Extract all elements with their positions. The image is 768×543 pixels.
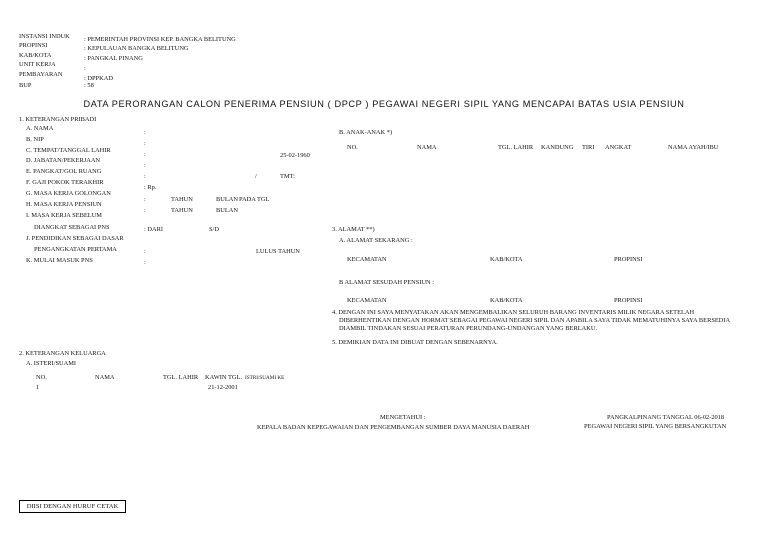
value-sd: S/D [209,226,219,233]
header-label-pembayaran: PEMBAYARAN [19,71,63,78]
value-dari: : DARI [144,226,163,233]
label-pangkat: E. PANGKAT/GOL RUANG [26,168,102,175]
header-label-propinsi: PROPINSI [19,42,48,49]
address-current-propinsi: PROPINSI [614,256,643,263]
family-col-nama: NAMA [95,374,115,381]
value-mkg-colon: : [144,196,146,203]
header-value-unitkerja: : [84,65,86,72]
family-col-kawin: KAWIN TGL. [205,374,242,381]
family-col-istri-ke: ISTRI/SUAMI KE [245,375,285,381]
label-pendidikan: J. PENDIDIKAN SEBAGAI DASAR [26,235,124,242]
address-heading: 3. ALAMAT **) [332,226,375,233]
label-gaji: F. GAJI POKOK TERAKHIR [26,179,104,186]
label-jabatan: D. JABATAN/PEKERJAAN [26,157,101,164]
document-title: DATA PERORANGAN CALON PENERIMA PENSIUN ( DPCP ) PEGAWAI NEGERI SIPIL YANG MENCAPAI BATAS USIA PENSIUN [83,99,685,109]
family-heading: 2. KETERANGAN KELUARGA [19,350,106,357]
address-after-kecamatan: KECAMATAN [347,297,387,304]
label-nip: B. NIP [26,136,44,143]
children-col-tgl-lahir: TGL. LAHIR [498,144,534,151]
label-mk-sebelum: I. MASA KERJA SEBELUM [26,212,102,219]
label-pengangkatan: PENGANGKATAN PERTAMA [34,246,117,253]
header-value-instansi: : PEMERINTAH PROVINSI KEP. BANGKA BELITUNG [84,36,236,43]
value-ttl: : [144,151,146,158]
label-nama: A. NAMA [26,125,54,132]
signature-mengetahui: MENGETAHUI : [380,414,426,421]
value-pangkat-slash: / [255,173,257,180]
children-col-ayah-ibu: NAMA AYAH/IBU [668,144,719,151]
header-label-bup: BUP [19,82,32,89]
address-current-kecamatan: KECAMATAN [347,256,387,263]
value-nama: : [144,129,146,136]
value-mkp-tahun: TAHUN [171,207,193,214]
label-diangkat: DIANGKAT SEBAGAI PNS [34,224,110,231]
header-value-bup: : 58 [84,82,94,89]
personal-heading: 1. KETERANGAN PRIBADI [19,116,97,123]
family-row-no: 1 [36,384,40,391]
signature-pegawai: PEGAWAI NEGERI SIPIL YANG BERSANGKUTAN [584,423,727,430]
value-lulus-tahun: LULUS TAHUN [256,248,300,255]
value-tmt: TMT: [280,173,295,180]
value-mkg-padatgl: PADA TGL [239,196,270,203]
family-row-kawin-date: 21-12-2001 [208,384,238,391]
statement-line-3: DIAMBIL TINDAKAN SESUAI PERATURAN PERUNDANG-UNDANGAN YANG BERLAKU. [339,325,598,332]
children-col-kandung: KANDUNG [541,144,574,151]
signature-kepala: KEPALA BADAN KEPEGAWAIAN DAN PENGEMBANGAN SUMBER DAYA MANUSIA DAERAH [257,424,530,431]
children-col-angkat: ANGKAT [605,144,632,151]
value-birth-date: 25-02-1960 [280,152,310,159]
statement-line-1: 4. DENGAN INI SAYA MENYATAKAN AKAN MENGEMBALIKAN SELURUH BARANG INVENTARIS MILIK NEGARA SETELAH [332,309,695,316]
address-after-propinsi: PROPINSI [614,297,643,304]
value-mkg-tahun: TAHUN [171,196,193,203]
children-heading: B. ANAK-ANAK *) [339,129,393,136]
value-mkg-bulan: BULAN [216,196,239,203]
label-mk-pensiun: H. MASA KERJA PENSIUN [26,201,102,208]
footer-print-note: DIISI DENGAN HURUF CETAK [19,500,126,513]
family-col-no: NO. [36,374,47,381]
signature-place-date: PANGKALPINANG TANGGAL 06-02-2018 [607,414,725,421]
address-after-label: B ALAMAT SESUDAH PENSIUN : [339,279,435,286]
label-mk-golongan: G. MASA KERJA GOLONGAN [26,190,111,197]
header-value-propinsi: : KEPULAUAN BANGKA BELITUNG [84,45,189,52]
children-col-no: NO. [347,144,358,151]
value-pendidikan: : [144,248,146,255]
value-jabatan: : [144,162,146,169]
value-nip: : [144,140,146,147]
value-gaji: : Rp. [144,184,157,191]
statement-line-2: DIBERHENTIKAN DENGAN HORMAT SEBAGAI PEGAWAI NEGERI SIPIL DAN APABILA SAYA TIDAK MEMATUHINYA SAYA BERSEDIA [339,317,731,324]
family-col-tgl-lahir: TGL. LAHIR [163,374,199,381]
children-col-tiri: TIRI [582,144,595,151]
address-current-label: A. ALAMAT SEKARANG : [339,237,413,244]
value-mkp-colon: : [144,207,146,214]
address-current-kabkota: KAB/KOTA [490,256,523,263]
label-ttl: C. TEMPAT/TANGGAL LAHIR [26,147,111,154]
family-spouse-label: A. ISTERI/SUAMI [26,360,77,367]
header-label-unitkerja: UNIT KERJA [19,61,56,68]
header-label-kabkota: KAB/KOTA [19,52,52,59]
header-label-instansi: INSTANSI INDUK [19,33,70,40]
header-value-kabkota: : PANGKAL PINANG [84,55,143,62]
header-value-pembayaran: : DPPKAD [84,75,113,82]
statement-line-5: 5. DEMIKIAN DATA INI DIBUAT DENGAN SEBENARNYA. [332,339,498,346]
children-col-nama: NAMA [417,144,437,151]
value-pangkat: : [144,173,146,180]
value-mkp-bulan: BULAN [216,207,239,214]
value-mulai-pns: : [144,259,146,266]
label-mulai-pns: K. MULAI MASUK PNS [26,257,93,264]
address-after-kabkota: KAB/KOTA [490,297,523,304]
